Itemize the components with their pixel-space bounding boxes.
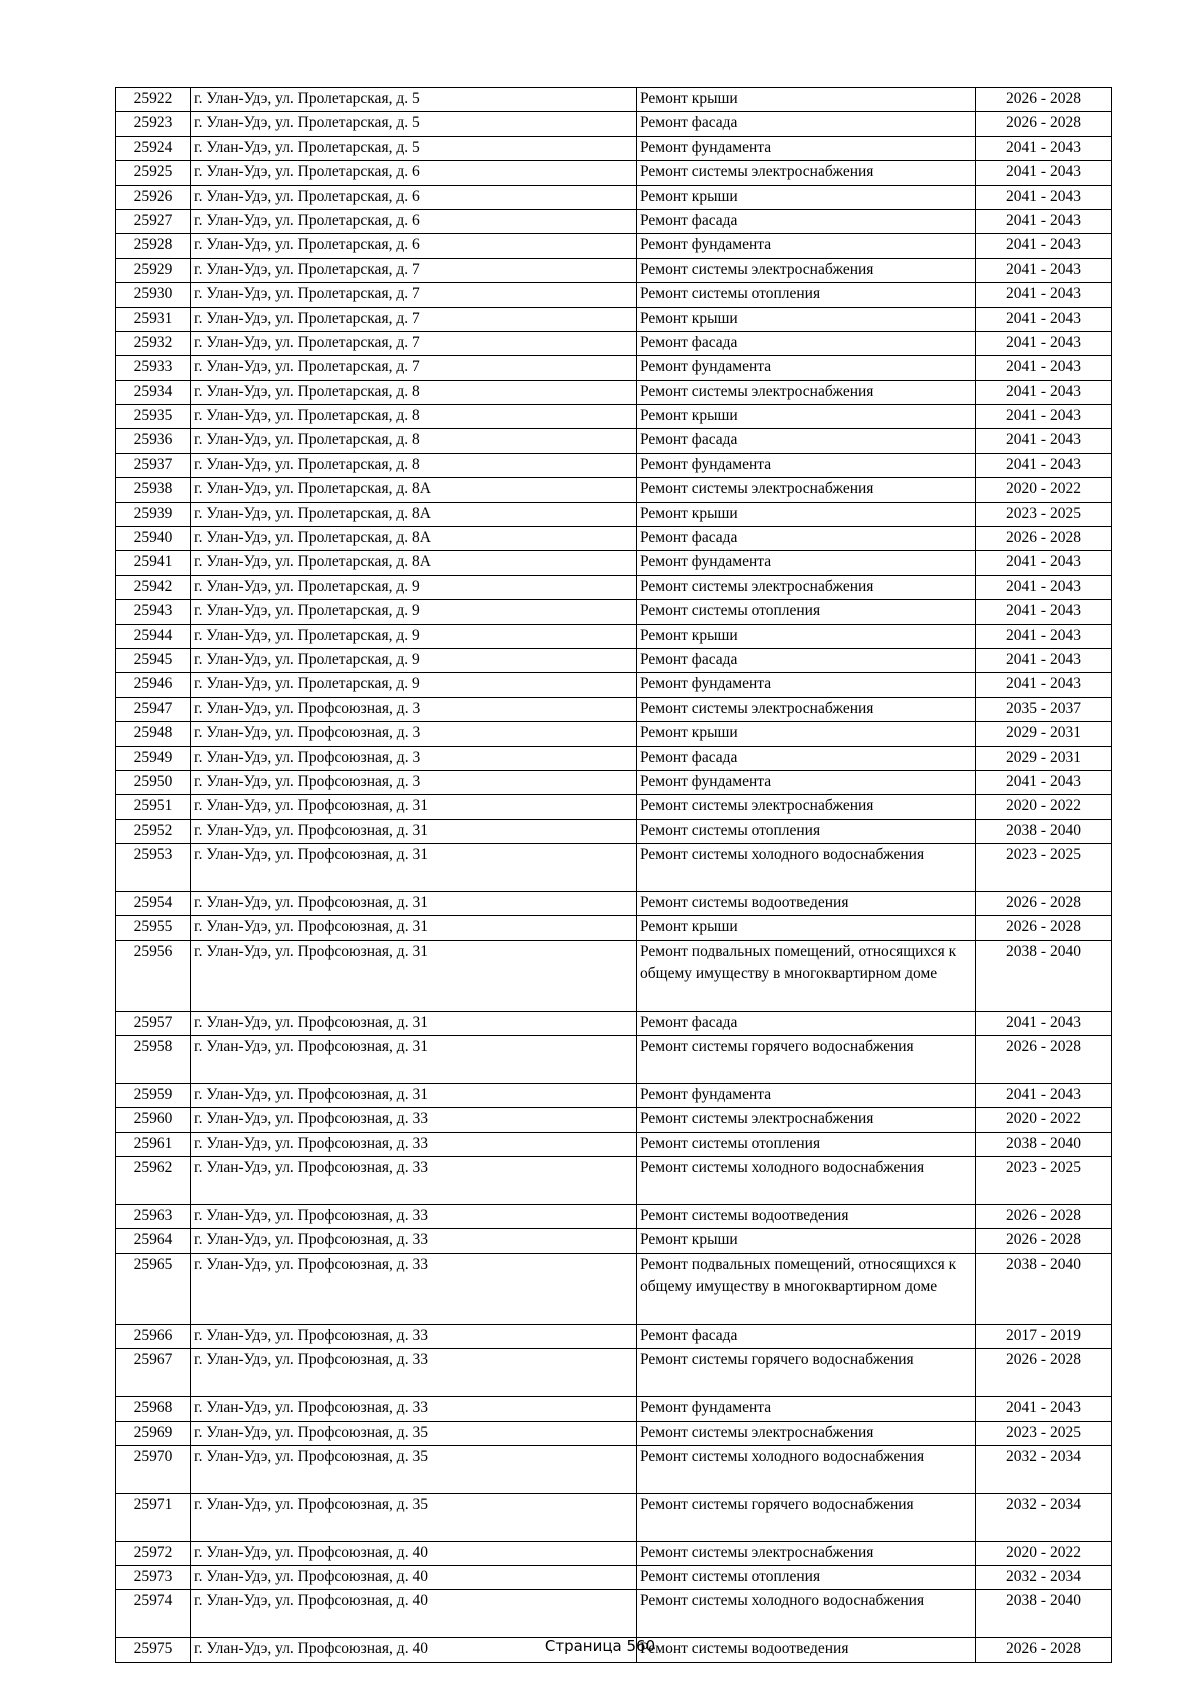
row-number-cell: 25925 (116, 161, 191, 185)
work-type-cell: Ремонт фундамента (637, 1084, 976, 1108)
row-number-cell: 25947 (116, 697, 191, 721)
row-number-cell: 25942 (116, 575, 191, 599)
period-cell: 2041 - 2043 (976, 380, 1112, 404)
address-cell: г. Улан-Удэ, ул. Пролетарская, д. 8А (191, 502, 637, 526)
address-cell: г. Улан-Удэ, ул. Профсоюзная, д. 31 (191, 795, 637, 819)
work-type-cell: Ремонт системы отопления (637, 819, 976, 843)
period-cell: 2041 - 2043 (976, 600, 1112, 624)
address-cell: г. Улан-Удэ, ул. Пролетарская, д. 6 (191, 234, 637, 258)
row-number-cell: 25968 (116, 1397, 191, 1421)
work-type-cell: Ремонт подвальных помещений, относящихся к общему имуществу в многоквартирном доме (637, 940, 976, 1011)
work-type-cell: Ремонт фасада (637, 429, 976, 453)
period-cell: 2041 - 2043 (976, 331, 1112, 355)
period-cell: 2026 - 2028 (976, 1229, 1112, 1253)
period-cell: 2032 - 2034 (976, 1565, 1112, 1589)
table-row (116, 795, 1112, 819)
period-cell: 2041 - 2043 (976, 356, 1112, 380)
work-type-cell: Ремонт фундамента (637, 136, 976, 160)
row-number-cell: 25936 (116, 429, 191, 453)
table-row (116, 1325, 1112, 1349)
period-cell: 2038 - 2040 (976, 940, 1112, 1011)
address-cell: г. Улан-Удэ, ул. Пролетарская, д. 8 (191, 380, 637, 404)
address-cell: г. Улан-Удэ, ул. Профсоюзная, д. 40 (191, 1565, 637, 1589)
work-type-cell: Ремонт системы горячего водоснабжения (637, 1493, 976, 1541)
table-row (116, 1011, 1112, 1035)
work-type-cell: Ремонт крыши (637, 502, 976, 526)
row-number-cell: 25928 (116, 234, 191, 258)
work-type-cell: Ремонт фундамента (637, 356, 976, 380)
period-cell: 2041 - 2043 (976, 551, 1112, 575)
work-type-cell: Ремонт системы отопления (637, 600, 976, 624)
table-row (116, 575, 1112, 599)
work-type-cell: Ремонт фасада (637, 209, 976, 233)
work-type-cell: Ремонт крыши (637, 185, 976, 209)
address-cell: г. Улан-Удэ, ул. Пролетарская, д. 9 (191, 575, 637, 599)
period-cell: 2029 - 2031 (976, 722, 1112, 746)
period-cell: 2026 - 2028 (976, 1349, 1112, 1397)
work-type-cell: Ремонт фундамента (637, 453, 976, 477)
work-type-cell: Ремонт системы водоотведения (637, 1205, 976, 1229)
period-cell: 2020 - 2022 (976, 1108, 1112, 1132)
table-row (116, 1493, 1112, 1541)
address-cell: г. Улан-Удэ, ул. Профсоюзная, д. 33 (191, 1132, 637, 1156)
period-cell: 2026 - 2028 (976, 1638, 1112, 1662)
period-cell: 2041 - 2043 (976, 648, 1112, 672)
period-cell: 2041 - 2043 (976, 258, 1112, 282)
work-type-cell: Ремонт системы водоотведения (637, 891, 976, 915)
address-cell: г. Улан-Удэ, ул. Профсоюзная, д. 40 (191, 1541, 637, 1565)
work-type-cell: Ремонт системы водоотведения (637, 1638, 976, 1662)
table-row (116, 673, 1112, 697)
period-cell: 2041 - 2043 (976, 185, 1112, 209)
address-cell: г. Улан-Удэ, ул. Пролетарская, д. 7 (191, 307, 637, 331)
row-number-cell: 25937 (116, 453, 191, 477)
table-row (116, 600, 1112, 624)
table-row (116, 88, 1112, 112)
table-row (116, 844, 1112, 892)
row-number-cell: 25932 (116, 331, 191, 355)
table-row (116, 209, 1112, 233)
table-row (116, 527, 1112, 551)
period-cell: 2023 - 2025 (976, 1421, 1112, 1445)
work-type-cell: Ремонт фасада (637, 331, 976, 355)
row-number-cell: 25965 (116, 1253, 191, 1324)
table-row (116, 258, 1112, 282)
table-row (116, 1084, 1112, 1108)
work-type-cell: Ремонт крыши (637, 405, 976, 429)
address-cell: г. Улан-Удэ, ул. Профсоюзная, д. 40 (191, 1638, 637, 1662)
row-number-cell: 25951 (116, 795, 191, 819)
period-cell: 2032 - 2034 (976, 1493, 1112, 1541)
table-row (116, 478, 1112, 502)
row-number-cell: 25923 (116, 112, 191, 136)
address-cell: г. Улан-Удэ, ул. Профсоюзная, д. 35 (191, 1445, 637, 1493)
address-cell: г. Улан-Удэ, ул. Профсоюзная, д. 31 (191, 844, 637, 892)
address-cell: г. Улан-Удэ, ул. Профсоюзная, д. 31 (191, 1084, 637, 1108)
period-cell: 2017 - 2019 (976, 1325, 1112, 1349)
table-row (116, 283, 1112, 307)
period-cell: 2041 - 2043 (976, 624, 1112, 648)
period-cell: 2041 - 2043 (976, 1084, 1112, 1108)
table-row (116, 1541, 1112, 1565)
table-row (116, 185, 1112, 209)
address-cell: г. Улан-Удэ, ул. Пролетарская, д. 8 (191, 453, 637, 477)
period-cell: 2029 - 2031 (976, 746, 1112, 770)
table-row (116, 722, 1112, 746)
row-number-cell: 25940 (116, 527, 191, 551)
period-cell: 2023 - 2025 (976, 844, 1112, 892)
row-number-cell: 25971 (116, 1493, 191, 1541)
address-cell: г. Улан-Удэ, ул. Пролетарская, д. 8А (191, 551, 637, 575)
address-cell: г. Улан-Удэ, ул. Профсоюзная, д. 33 (191, 1253, 637, 1324)
period-cell: 2026 - 2028 (976, 88, 1112, 112)
table-row (116, 234, 1112, 258)
address-cell: г. Улан-Удэ, ул. Профсоюзная, д. 31 (191, 1036, 637, 1084)
table-row (116, 380, 1112, 404)
row-number-cell: 25972 (116, 1541, 191, 1565)
table-row (116, 1565, 1112, 1589)
table-row (116, 1590, 1112, 1638)
address-cell: г. Улан-Удэ, ул. Пролетарская, д. 7 (191, 356, 637, 380)
table-row (116, 916, 1112, 940)
row-number-cell: 25970 (116, 1445, 191, 1493)
table-row (116, 1036, 1112, 1084)
work-type-cell: Ремонт системы отопления (637, 1132, 976, 1156)
table-row (116, 405, 1112, 429)
address-cell: г. Улан-Удэ, ул. Профсоюзная, д. 33 (191, 1349, 637, 1397)
work-type-cell: Ремонт фундамента (637, 770, 976, 794)
row-number-cell: 25959 (116, 1084, 191, 1108)
work-type-cell: Ремонт системы электроснабжения (637, 161, 976, 185)
period-cell: 2020 - 2022 (976, 478, 1112, 502)
table-row (116, 1349, 1112, 1397)
row-number-cell: 25961 (116, 1132, 191, 1156)
table-row (116, 697, 1112, 721)
work-type-cell: Ремонт крыши (637, 916, 976, 940)
address-cell: г. Улан-Удэ, ул. Профсоюзная, д. 31 (191, 1011, 637, 1035)
row-number-cell: 25969 (116, 1421, 191, 1445)
table-row (116, 356, 1112, 380)
table-row (116, 819, 1112, 843)
work-type-cell: Ремонт системы электроснабжения (637, 1541, 976, 1565)
period-cell: 2041 - 2043 (976, 770, 1112, 794)
table-row (116, 502, 1112, 526)
address-cell: г. Улан-Удэ, ул. Пролетарская, д. 6 (191, 209, 637, 233)
table-row (116, 1253, 1112, 1324)
work-type-cell: Ремонт системы холодного водоснабжения (637, 1590, 976, 1638)
address-cell: г. Улан-Удэ, ул. Пролетарская, д. 8А (191, 478, 637, 502)
address-cell: г. Улан-Удэ, ул. Пролетарская, д. 7 (191, 258, 637, 282)
address-cell: г. Улан-Удэ, ул. Пролетарская, д. 9 (191, 624, 637, 648)
row-number-cell: 25941 (116, 551, 191, 575)
address-cell: г. Улан-Удэ, ул. Профсоюзная, д. 31 (191, 916, 637, 940)
work-type-cell: Ремонт фундамента (637, 673, 976, 697)
work-type-cell: Ремонт фундамента (637, 551, 976, 575)
work-type-cell: Ремонт крыши (637, 722, 976, 746)
address-cell: г. Улан-Удэ, ул. Пролетарская, д. 6 (191, 161, 637, 185)
address-cell: г. Улан-Удэ, ул. Пролетарская, д. 9 (191, 600, 637, 624)
table-row (116, 1229, 1112, 1253)
work-type-cell: Ремонт фундамента (637, 1397, 976, 1421)
address-cell: г. Улан-Удэ, ул. Пролетарская, д. 6 (191, 185, 637, 209)
row-number-cell: 25953 (116, 844, 191, 892)
row-number-cell: 25946 (116, 673, 191, 697)
work-type-cell: Ремонт крыши (637, 88, 976, 112)
work-type-cell: Ремонт крыши (637, 1229, 976, 1253)
row-number-cell: 25934 (116, 380, 191, 404)
work-type-cell: Ремонт системы горячего водоснабжения (637, 1036, 976, 1084)
period-cell: 2041 - 2043 (976, 673, 1112, 697)
row-number-cell: 25960 (116, 1108, 191, 1132)
period-cell: 2041 - 2043 (976, 575, 1112, 599)
address-cell: г. Улан-Удэ, ул. Пролетарская, д. 8 (191, 405, 637, 429)
row-number-cell: 25944 (116, 624, 191, 648)
work-type-cell: Ремонт фасада (637, 746, 976, 770)
address-cell: г. Улан-Удэ, ул. Профсоюзная, д. 33 (191, 1229, 637, 1253)
period-cell: 2026 - 2028 (976, 916, 1112, 940)
table-row (116, 940, 1112, 1011)
row-number-cell: 25922 (116, 88, 191, 112)
table-row (116, 1397, 1112, 1421)
period-cell: 2026 - 2028 (976, 1036, 1112, 1084)
period-cell: 2041 - 2043 (976, 234, 1112, 258)
row-number-cell: 25935 (116, 405, 191, 429)
work-type-cell: Ремонт фасада (637, 1011, 976, 1035)
work-type-cell: Ремонт системы электроснабжения (637, 478, 976, 502)
table-row (116, 624, 1112, 648)
work-type-cell: Ремонт системы электроснабжения (637, 697, 976, 721)
period-cell: 2026 - 2028 (976, 527, 1112, 551)
row-number-cell: 25927 (116, 209, 191, 233)
table-row (116, 161, 1112, 185)
row-number-cell: 25975 (116, 1638, 191, 1662)
period-cell: 2041 - 2043 (976, 1397, 1112, 1421)
period-cell: 2023 - 2025 (976, 502, 1112, 526)
repair-schedule-table (115, 87, 1112, 1663)
work-type-cell: Ремонт системы отопления (637, 1565, 976, 1589)
work-type-cell: Ремонт системы горячего водоснабжения (637, 1349, 976, 1397)
address-cell: г. Улан-Удэ, ул. Профсоюзная, д. 33 (191, 1325, 637, 1349)
address-cell: г. Улан-Удэ, ул. Пролетарская, д. 5 (191, 112, 637, 136)
work-type-cell: Ремонт системы электроснабжения (637, 258, 976, 282)
row-number-cell: 25967 (116, 1349, 191, 1397)
row-number-cell: 25956 (116, 940, 191, 1011)
work-type-cell: Ремонт системы холодного водоснабжения (637, 844, 976, 892)
row-number-cell: 25933 (116, 356, 191, 380)
address-cell: г. Улан-Удэ, ул. Пролетарская, д. 8 (191, 429, 637, 453)
row-number-cell: 25943 (116, 600, 191, 624)
period-cell: 2038 - 2040 (976, 1590, 1112, 1638)
address-cell: г. Улан-Удэ, ул. Профсоюзная, д. 31 (191, 891, 637, 915)
table-row (116, 429, 1112, 453)
work-type-cell: Ремонт системы электроснабжения (637, 1421, 976, 1445)
period-cell: 2023 - 2025 (976, 1157, 1112, 1205)
address-cell: г. Улан-Удэ, ул. Профсоюзная, д. 31 (191, 819, 637, 843)
address-cell: г. Улан-Удэ, ул. Профсоюзная, д. 33 (191, 1397, 637, 1421)
row-number-cell: 25958 (116, 1036, 191, 1084)
row-number-cell: 25974 (116, 1590, 191, 1638)
row-number-cell: 25966 (116, 1325, 191, 1349)
period-cell: 2041 - 2043 (976, 307, 1112, 331)
table-row (116, 1445, 1112, 1493)
address-cell: г. Улан-Удэ, ул. Профсоюзная, д. 35 (191, 1493, 637, 1541)
address-cell: г. Улан-Удэ, ул. Пролетарская, д. 9 (191, 648, 637, 672)
row-number-cell: 25964 (116, 1229, 191, 1253)
work-type-cell: Ремонт подвальных помещений, относящихся к общему имуществу в многоквартирном доме (637, 1253, 976, 1324)
period-cell: 2038 - 2040 (976, 1253, 1112, 1324)
table-row (116, 1421, 1112, 1445)
work-type-cell: Ремонт фасада (637, 648, 976, 672)
work-type-cell: Ремонт крыши (637, 624, 976, 648)
work-type-cell: Ремонт системы электроснабжения (637, 1108, 976, 1132)
work-type-cell: Ремонт системы холодного водоснабжения (637, 1157, 976, 1205)
period-cell: 2020 - 2022 (976, 1541, 1112, 1565)
row-number-cell: 25926 (116, 185, 191, 209)
period-cell: 2020 - 2022 (976, 795, 1112, 819)
row-number-cell: 25945 (116, 648, 191, 672)
work-type-cell: Ремонт фундамента (637, 234, 976, 258)
period-cell: 2032 - 2034 (976, 1445, 1112, 1493)
table-row (116, 891, 1112, 915)
work-type-cell: Ремонт крыши (637, 307, 976, 331)
work-type-cell: Ремонт системы электроснабжения (637, 575, 976, 599)
row-number-cell: 25949 (116, 746, 191, 770)
table-row (116, 770, 1112, 794)
address-cell: г. Улан-Удэ, ул. Профсоюзная, д. 33 (191, 1205, 637, 1229)
address-cell: г. Улан-Удэ, ул. Пролетарская, д. 7 (191, 331, 637, 355)
address-cell: г. Улан-Удэ, ул. Профсоюзная, д. 33 (191, 1108, 637, 1132)
table-body (116, 88, 1112, 1663)
table-row (116, 331, 1112, 355)
table-row (116, 307, 1112, 331)
address-cell: г. Улан-Удэ, ул. Профсоюзная, д. 3 (191, 746, 637, 770)
address-cell: г. Улан-Удэ, ул. Профсоюзная, д. 3 (191, 770, 637, 794)
work-type-cell: Ремонт системы электроснабжения (637, 795, 976, 819)
period-cell: 2041 - 2043 (976, 429, 1112, 453)
row-number-cell: 25973 (116, 1565, 191, 1589)
period-cell: 2038 - 2040 (976, 819, 1112, 843)
row-number-cell: 25930 (116, 283, 191, 307)
period-cell: 2041 - 2043 (976, 161, 1112, 185)
work-type-cell: Ремонт фасада (637, 527, 976, 551)
period-cell: 2038 - 2040 (976, 1132, 1112, 1156)
row-number-cell: 25939 (116, 502, 191, 526)
work-type-cell: Ремонт системы холодного водоснабжения (637, 1445, 976, 1493)
table-row (116, 112, 1112, 136)
work-type-cell: Ремонт системы отопления (637, 283, 976, 307)
table-row (116, 551, 1112, 575)
period-cell: 2041 - 2043 (976, 136, 1112, 160)
row-number-cell: 25950 (116, 770, 191, 794)
row-number-cell: 25929 (116, 258, 191, 282)
period-cell: 2035 - 2037 (976, 697, 1112, 721)
address-cell: г. Улан-Удэ, ул. Пролетарская, д. 9 (191, 673, 637, 697)
row-number-cell: 25948 (116, 722, 191, 746)
period-cell: 2041 - 2043 (976, 1011, 1112, 1035)
row-number-cell: 25962 (116, 1157, 191, 1205)
address-cell: г. Улан-Удэ, ул. Профсоюзная, д. 40 (191, 1590, 637, 1638)
row-number-cell: 25931 (116, 307, 191, 331)
work-type-cell: Ремонт фасада (637, 112, 976, 136)
address-cell: г. Улан-Удэ, ул. Профсоюзная, д. 3 (191, 722, 637, 746)
address-cell: г. Улан-Удэ, ул. Профсоюзная, д. 3 (191, 697, 637, 721)
row-number-cell: 25963 (116, 1205, 191, 1229)
table-row (116, 1157, 1112, 1205)
period-cell: 2041 - 2043 (976, 209, 1112, 233)
address-cell: г. Улан-Удэ, ул. Пролетарская, д. 5 (191, 88, 637, 112)
period-cell: 2041 - 2043 (976, 453, 1112, 477)
table-row (116, 1205, 1112, 1229)
table-row (116, 453, 1112, 477)
table-row (116, 136, 1112, 160)
row-number-cell: 25954 (116, 891, 191, 915)
address-cell: г. Улан-Удэ, ул. Профсоюзная, д. 33 (191, 1157, 637, 1205)
work-type-cell: Ремонт фасада (637, 1325, 976, 1349)
row-number-cell: 25957 (116, 1011, 191, 1035)
table-row (116, 1132, 1112, 1156)
row-number-cell: 25952 (116, 819, 191, 843)
page-number: Страница 560 (544, 1637, 656, 1655)
address-cell: г. Улан-Удэ, ул. Профсоюзная, д. 31 (191, 940, 637, 1011)
address-cell: г. Улан-Удэ, ул. Пролетарская, д. 5 (191, 136, 637, 160)
period-cell: 2041 - 2043 (976, 405, 1112, 429)
row-number-cell: 25955 (116, 916, 191, 940)
period-cell: 2041 - 2043 (976, 283, 1112, 307)
period-cell: 2026 - 2028 (976, 112, 1112, 136)
address-cell: г. Улан-Удэ, ул. Пролетарская, д. 8А (191, 527, 637, 551)
address-cell: г. Улан-Удэ, ул. Пролетарская, д. 7 (191, 283, 637, 307)
table-row (116, 648, 1112, 672)
table-row (116, 746, 1112, 770)
period-cell: 2026 - 2028 (976, 891, 1112, 915)
address-cell: г. Улан-Удэ, ул. Профсоюзная, д. 35 (191, 1421, 637, 1445)
table-row (116, 1108, 1112, 1132)
period-cell: 2026 - 2028 (976, 1205, 1112, 1229)
work-type-cell: Ремонт системы электроснабжения (637, 380, 976, 404)
row-number-cell: 25938 (116, 478, 191, 502)
row-number-cell: 25924 (116, 136, 191, 160)
